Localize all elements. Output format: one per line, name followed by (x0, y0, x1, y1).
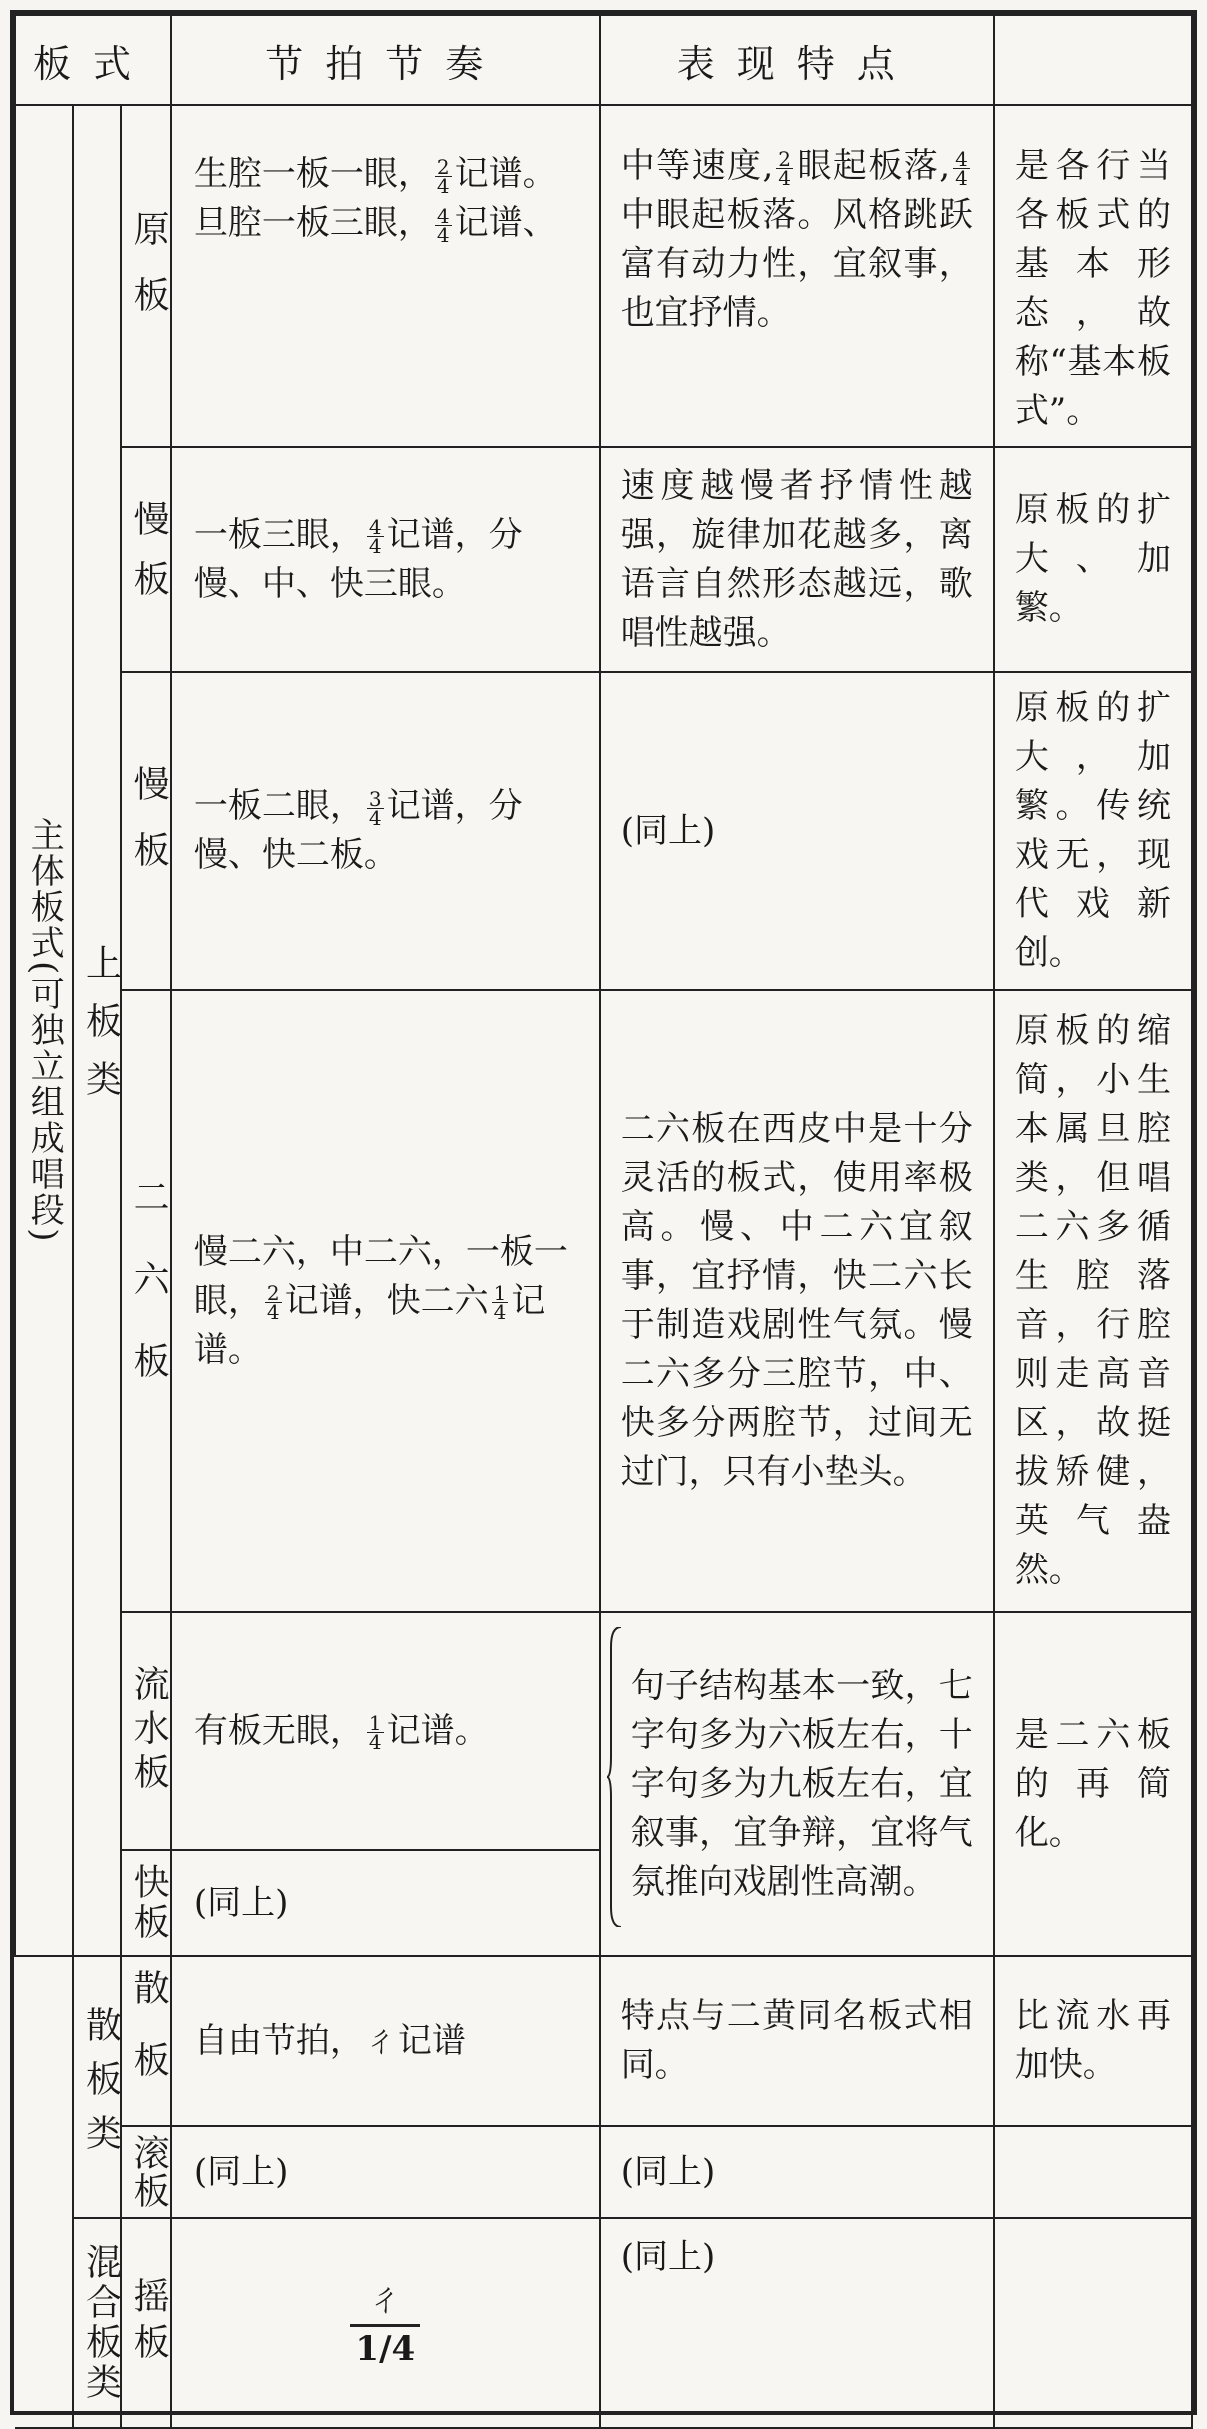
subgroup-shang-label: 上板类 (80, 943, 122, 1118)
group-main-label: 主体板式(可独立组成唱段) (24, 817, 65, 1244)
banshi-man2-label: 慢板 (128, 765, 170, 897)
fraction: $\frac{2}{4}$ (778, 146, 792, 190)
banshi-gun-label: 滚板 (128, 2134, 170, 2210)
table-row (15, 990, 1192, 1612)
banshi-san-label: 散板 (128, 1969, 170, 2113)
rhythm-man2: 一板二眼， $\frac{3}{4}$ 记谱，分慢、快二板。 (171, 672, 600, 990)
fraction: $\frac{4}{4}$ (955, 146, 968, 190)
fraction: $\frac{1}{4}$ (493, 1281, 507, 1324)
note-erliu: 原板的缩简，小生本属旦腔类，但唱二六多循生腔落音，行腔则走高音区，故挺拔矫健，英气盎然。 (994, 990, 1192, 1612)
subgroup-san (73, 1956, 121, 2218)
table-row (15, 2218, 1192, 2428)
note-liushui: 是二六板的再简化。 (994, 1612, 1192, 1956)
fraction: $\frac{3}{4}$ (368, 786, 382, 830)
banshi-san (121, 1956, 171, 2126)
table-row (15, 105, 1192, 447)
note-man2: 原板的扩大，加繁。传统戏无，现代戏新创。 (994, 672, 1192, 990)
banshi-man2 (121, 672, 171, 990)
rhythm-erliu: 慢二六，中二六，一板一眼， $\frac{2}{4}$ 记谱，快二六 $\frac{1}{4}$ 记谱。 (171, 990, 600, 1612)
features-liushui (600, 1612, 994, 1956)
features-man2: (同上) (600, 672, 994, 990)
header-features: 表现特点 (600, 15, 994, 105)
banshi-erliu-label: 二六板 (128, 1178, 170, 1424)
fraction: $\frac{1}{4}$ (368, 1711, 382, 1754)
banshi-liushui (121, 1612, 171, 1850)
rhythm-liushui: 有板无眼， $\frac{1}{4}$ 记谱。 (171, 1612, 600, 1850)
features-sanban: 特点与二黄同名板式相同。 (600, 1956, 994, 2126)
features-erliu: 二六板在西皮中是十分灵活的板式，使用率极高。慢、中二六宜叙事，宜抒情，快二六长于制造戏剧性气氛。慢二六多分三腔节，中、快多分两腔节，过间无过门，只有小垫头。 (600, 990, 994, 1612)
rhythm-text: 记谱、 (454, 203, 557, 243)
free-meter-symbol: ㄔ (367, 2278, 404, 2320)
banshi-gun (121, 2126, 171, 2218)
rhythm-text: 旦腔一板三眼， (193, 203, 432, 243)
fraction-bar (350, 2324, 420, 2327)
table-row (15, 1956, 1192, 2126)
features-liushui-text: 句子结构基本一致，七字句多为六板左右，十字句多为九板左右，宜叙事，宜争辩，宜将气氛推向戏剧性高潮。 (630, 1665, 973, 1902)
rhythm-sanban: 自由节拍，ㄔ记谱 (171, 1956, 600, 2126)
rhythm-gunban: (同上) (171, 2126, 600, 2218)
banshi-kuai (121, 1850, 171, 1956)
note-yuan: 是各行当各板式的基本形态，故称“基本板式”。 (994, 105, 1192, 447)
banshi-yuan-label: 原板 (128, 210, 170, 342)
note-sanban: 比流水再加快。 (994, 1956, 1192, 2126)
features-gunban: (同上) (600, 2126, 994, 2218)
meter-value: 1/4 (355, 2328, 416, 2369)
banshi-man1-label: 慢板 (128, 499, 170, 620)
header-notes (994, 15, 1192, 105)
rhythm-text: 生腔一板一眼， (193, 154, 432, 194)
table-row (15, 447, 1192, 672)
fraction: $\frac{2}{4}$ (266, 1281, 280, 1324)
note-man1: 原板的扩大、加繁。 (994, 447, 1192, 672)
banshi-liushui-label: 流水板 (128, 1665, 170, 1797)
features-yuan: 中等速度, $\frac{2}{4}$ 眼起板落, $\frac{4}{4}$ 中眼起板落。风格跳跃富有动力性，宜叙事，也宜抒情。 (600, 105, 994, 447)
banshi-yao (121, 2218, 171, 2428)
rhythm-yaoban (171, 2218, 600, 2428)
table-row (15, 2126, 1192, 2218)
table-row (15, 672, 1192, 990)
subgroup-san-label: 散板类 (80, 2006, 122, 2168)
banshi-kuai-label: 快板 (128, 1863, 170, 1943)
header-banshi: 板式 (15, 15, 171, 105)
subgroup-shang (73, 105, 121, 1956)
note-gunban (994, 2126, 1192, 2218)
features-yaoban: (同上) (600, 2218, 994, 2428)
banshi-table (14, 14, 1193, 2429)
rhythm-yuan (171, 105, 600, 447)
rhythm-man1: 一板三眼， $\frac{4}{4}$ 记谱，分慢、中、快三眼。 (171, 447, 600, 672)
big-fraction (194, 2280, 577, 2367)
banshi-yuan (121, 105, 171, 447)
fraction: $\frac{2}{4}$ (436, 154, 450, 198)
subgroup-hun-label: 混合板类 (80, 2243, 122, 2403)
fraction: $\frac{4}{4}$ (436, 203, 450, 247)
subgroup-hun (73, 2218, 121, 2428)
banshi-erliu (121, 990, 171, 1612)
note-yaoban (994, 2218, 1192, 2428)
table-row (15, 1612, 1192, 1850)
brace-icon (607, 1627, 623, 1927)
header-row (15, 15, 1192, 105)
banshi-yao-label: 摇板 (128, 2277, 170, 2369)
fraction: $\frac{4}{4}$ (368, 515, 382, 558)
banshi-man1 (121, 447, 171, 672)
rhythm-text: 记谱。 (454, 154, 557, 194)
rhythm-kuai: (同上) (171, 1850, 600, 1956)
header-rhythm: 节拍节奏 (171, 15, 600, 105)
features-man1: 速度越慢者抒情性越强，旋律加花越多，离语言自然形态越远，歌唱性越强。 (600, 447, 994, 672)
group-main-continue (15, 1956, 73, 2428)
group-main (15, 105, 73, 1956)
table-sheet (10, 10, 1197, 2415)
